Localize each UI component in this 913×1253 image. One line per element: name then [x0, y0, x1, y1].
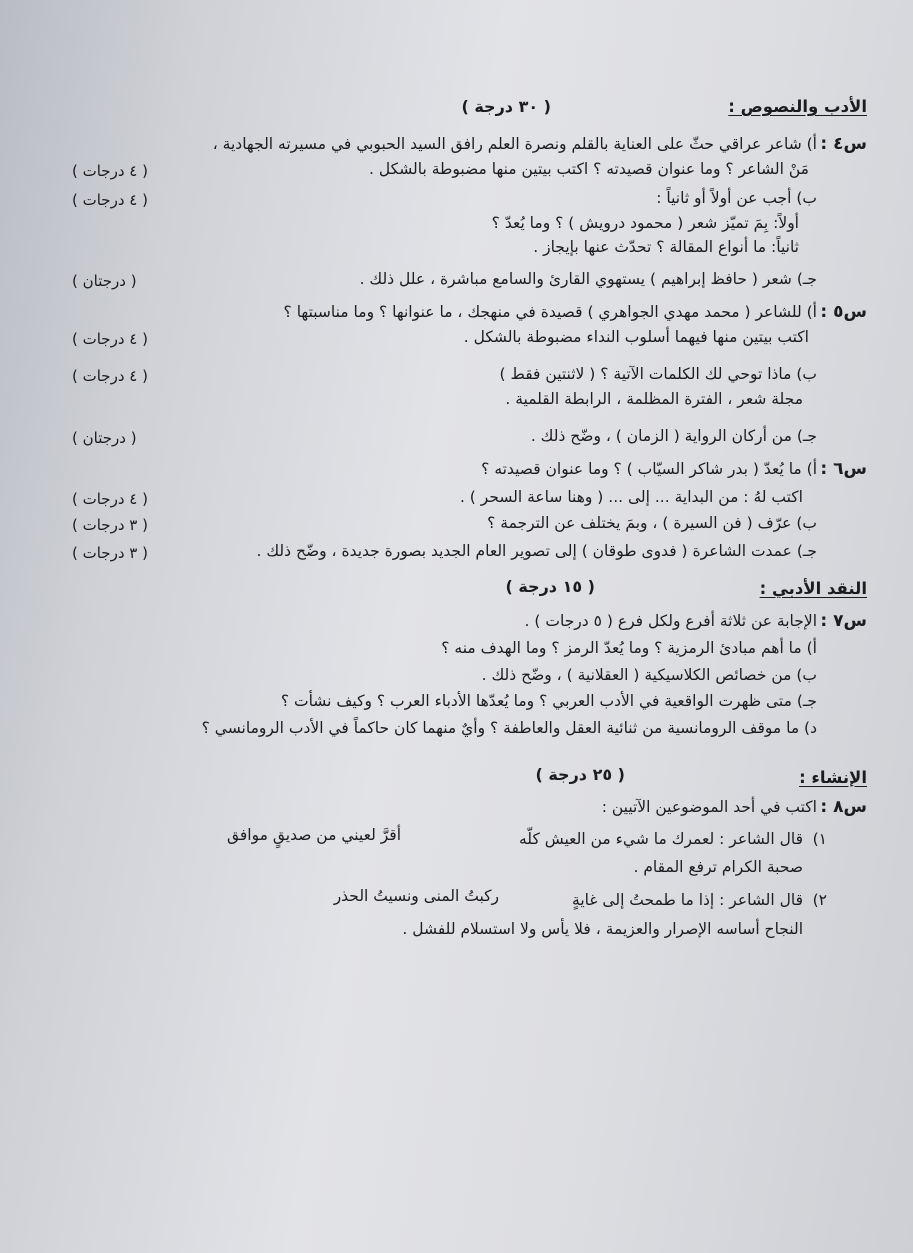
q6-a-line2: اكتب لهُ : من البداية ... إلى ... ( وهنا ساعة السحر ) .	[459, 488, 803, 506]
question-number-7: س٧ :	[820, 611, 867, 631]
section-total-criticism: ( ١٥ درجة )	[505, 577, 595, 596]
q5-b-mark: ( ٤ درجات )	[72, 367, 148, 385]
question-number-6: س٦ :	[820, 459, 867, 479]
q8-topic1-prose: صحبة الكرام ترفع المقام .	[633, 858, 803, 876]
q7-c: جـ) متى ظهرت الواقعية في الأدب العربي ؟ وما يُعدّها الأدباء العرب ؟ وكيف نشأت ؟	[280, 692, 817, 710]
q6-b-line1: ب) عرّف ( فن السيرة ) ، وبمَ يختلف عن الترجمة ؟	[487, 514, 817, 532]
q6-a-line1: أ) ما يُعدّ ( بدر شاكر السيّاب ) ؟ وما عنوان قصيدته ؟	[481, 460, 817, 478]
q5-b-line2: مجلة شعر ، الفترة المظلمة ، الرابطة القلمية .	[505, 390, 803, 408]
q6-b-mark: ( ٣ درجات )	[72, 516, 148, 534]
q4-a-mark: ( ٤ درجات )	[72, 162, 148, 180]
q7-intro: الإجابة عن ثلاثة أفرع ولكل فرع ( ٥ درجات ) .	[524, 612, 817, 630]
question-number-8: س٨ :	[820, 797, 867, 817]
question-number-4: س٤ :	[820, 134, 867, 154]
section-title-criticism: النقد الأدبي :	[759, 579, 867, 598]
q8-topic1-verse-second-hemistich: أقرَّ لعيني من صديقٍ موافق	[226, 826, 401, 844]
q5-b-line1: ب) ماذا توحي لك الكلمات الآتية ؟ ( لاثنتين فقط )	[499, 365, 817, 383]
q4-a-line2: مَنْ الشاعر ؟ وما عنوان قصيدته ؟ اكتب بيتين منها مضبوطة بالشكل .	[369, 160, 809, 178]
q5-c-line1: جـ) من أركان الرواية ( الزمان ) ، وضّح ذلك .	[530, 427, 817, 445]
q6-c-line1: جـ) عمدت الشاعرة ( فدوى طوقان ) إلى تصوير العام الجديد بصورة جديدة ، وضّح ذلك .	[256, 542, 817, 560]
q8-topic1-number: ١)	[812, 830, 827, 848]
q6-c-mark: ( ٣ درجات )	[72, 544, 148, 562]
section-title-composition: الإنشاء :	[799, 768, 867, 787]
q4-b-line2: أولاً: بِمَ تميّز شعر ( محمود درويش ) ؟ وما يُعدّ ؟	[491, 214, 799, 232]
section-total-literature: ( ٣٠ درجة )	[461, 97, 551, 116]
q4-b-line3: ثانياً: ما أنواع المقالة ؟ تحدّث عنها بإيجاز .	[533, 238, 799, 256]
q5-a-line2: اكتب بيتين منها فيهما أسلوب النداء مضبوطة بالشكل .	[463, 328, 809, 346]
q8-topic2-verse-second-hemistich: ركبتُ المنى ونسيتُ الحذر	[333, 887, 499, 905]
q5-a-mark: ( ٤ درجات )	[72, 330, 148, 348]
q4-a-line1: أ) شاعر عراقي حثّ على العناية بالقلم ونصرة العلم رافق السيد الحبوبي في مسيرته الجهادية ،	[212, 135, 817, 153]
q5-a-line1: أ) للشاعر ( محمد مهدي الجواهري ) قصيدة في منهجك ، ما عنوانها ؟ وما مناسبتها ؟	[283, 303, 817, 321]
q4-b-line1: ب) أجب عن أولاً أو ثانياً :	[656, 189, 817, 207]
q7-a: أ) ما أهم مبادئ الرمزية ؟ وما يُعدّ الرمز ؟ وما الهدف منه ؟	[441, 639, 817, 657]
q8-intro: اكتب في أحد الموضوعين الآتيين :	[601, 798, 817, 816]
question-number-5: س٥ :	[820, 302, 867, 322]
q8-topic2-prose: النجاح أساسه الإصرار والعزيمة ، فلا يأس ولا استسلام للفشل .	[402, 920, 803, 938]
q8-topic2-verse-first-hemistich: قال الشاعر : إذا ما طمحتُ إلى غايةٍ	[572, 891, 803, 909]
q5-c-mark: ( درجتان )	[72, 429, 137, 447]
q7-b: ب) من خصائص الكلاسيكية ( العقلانية ) ، وضّح ذلك .	[481, 666, 817, 684]
q4-c-line1: جـ) شعر ( حافظ إبراهيم ) يستهوي القارئ والسامع مباشرة ، علل ذلك .	[359, 270, 817, 288]
section-title-literature: الأدب والنصوص :	[728, 97, 867, 116]
q7-d: د) ما موقف الرومانسية من ثنائية العقل والعاطفة ؟ وأيٌ منهما كان حاكماً في الأدب الرومانسي ؟	[201, 719, 817, 737]
q6-a-mark: ( ٤ درجات )	[72, 490, 148, 508]
q8-topic1-verse-first-hemistich: قال الشاعر : لعمرك ما شيء من العيش كلّه	[519, 830, 803, 848]
q4-b-mark: ( ٤ درجات )	[72, 191, 148, 209]
q8-topic2-number: ٢)	[812, 891, 827, 909]
q4-c-mark: ( درجتان )	[72, 272, 137, 290]
section-total-composition: ( ٢٥ درجة )	[535, 765, 625, 784]
